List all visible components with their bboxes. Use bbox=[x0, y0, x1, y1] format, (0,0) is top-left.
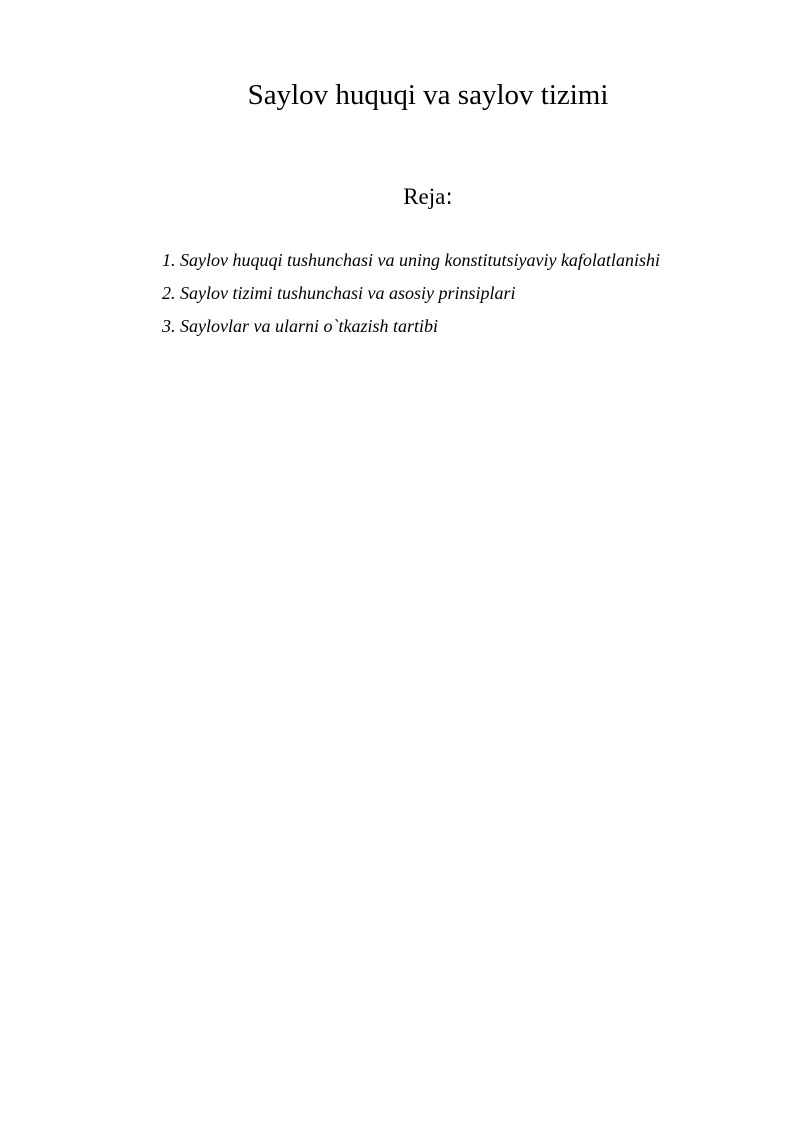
plan-item: 3. Saylovlar va ularni o`tkazish tartibi bbox=[162, 316, 438, 336]
plan-list bbox=[162, 244, 660, 343]
plan-heading-colon: : bbox=[445, 185, 453, 210]
document-title: Saylov huquqi va saylov tizimi bbox=[247, 79, 609, 111]
plan-item: 1. Saylov huquqi tushunchasi va uning konstitutsiyaviy kafolatlanishi bbox=[162, 250, 660, 270]
plan-heading-text: Reja bbox=[403, 184, 446, 209]
plan-heading bbox=[0, 182, 800, 213]
plan-item: 2. Saylov tizimi tushunchasi va asosiy prinsiplari bbox=[162, 283, 516, 303]
